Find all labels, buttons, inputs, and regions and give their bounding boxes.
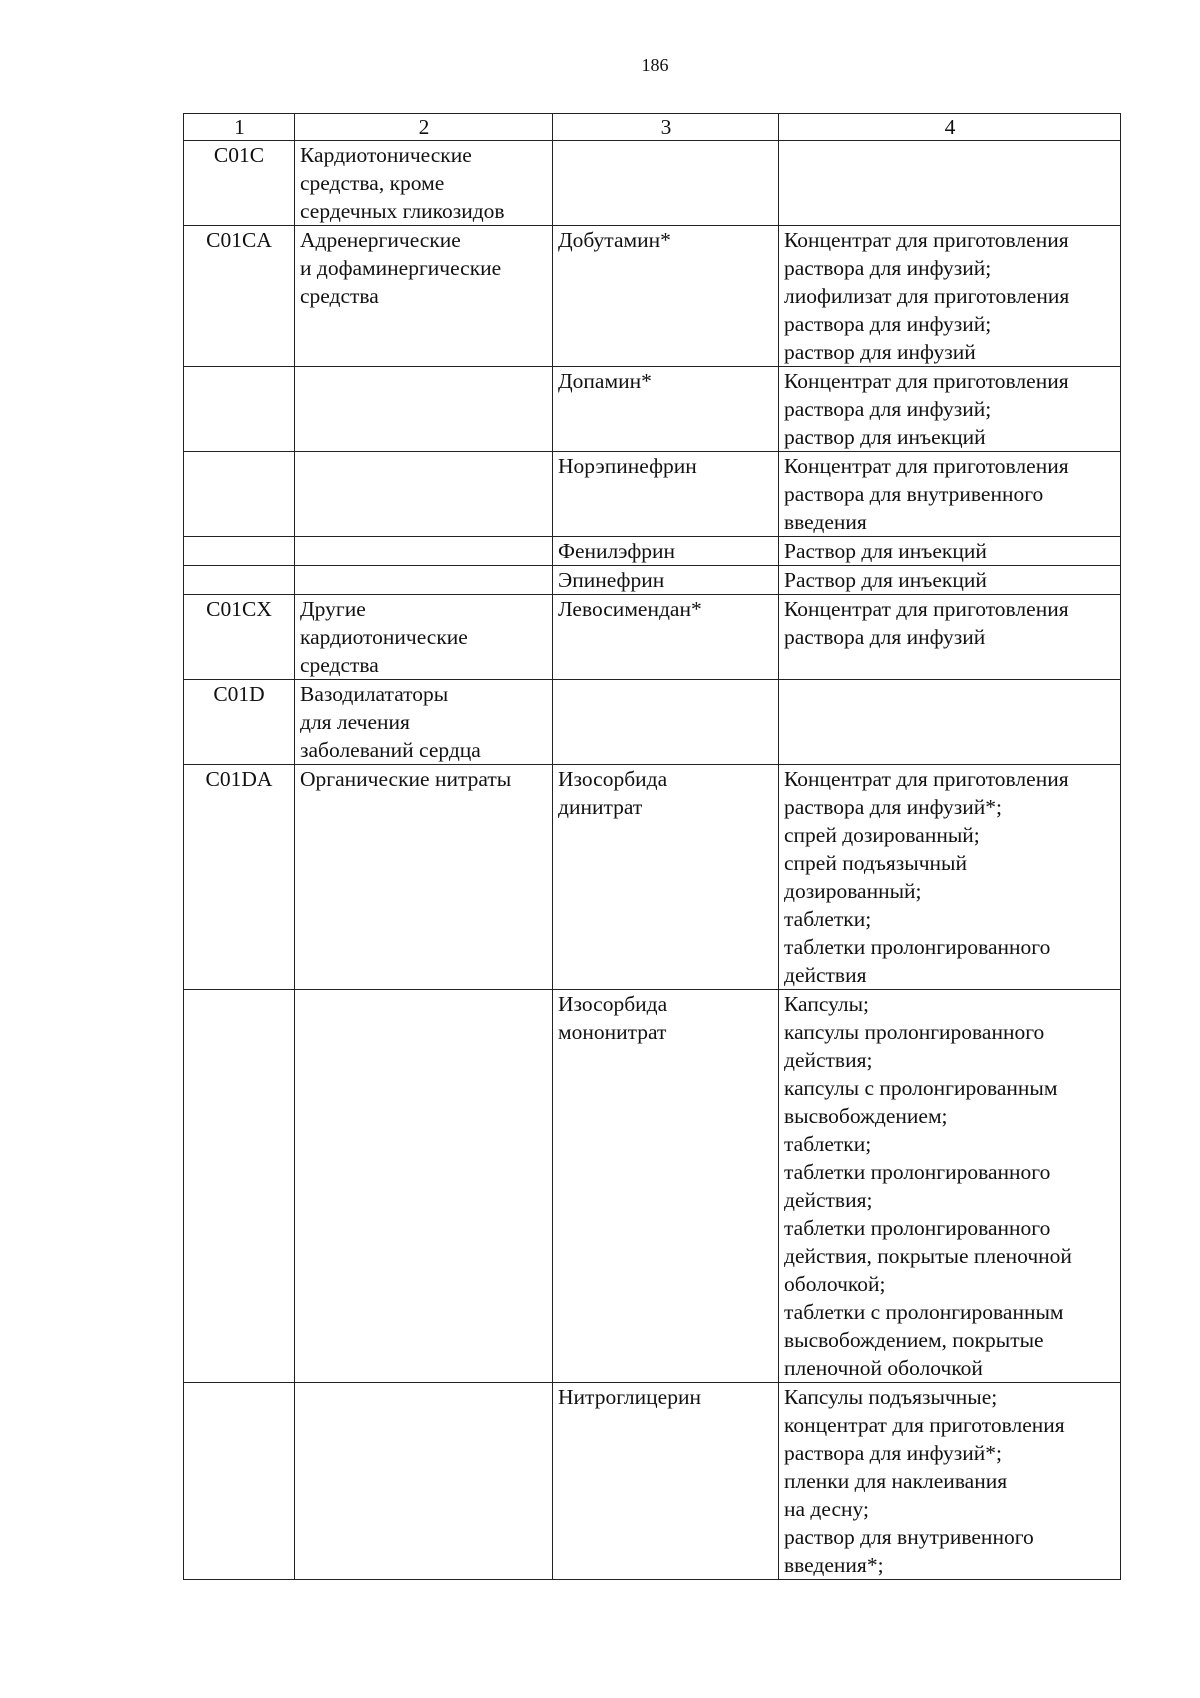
atc-code-cell (184, 367, 295, 452)
group-name-cell (295, 537, 553, 566)
drug-name-cell: Допамин* (553, 367, 779, 452)
atc-code-cell: C01CA (184, 226, 295, 367)
header-cell-3: 3 (553, 114, 779, 141)
drug-name-cell: Левосимендан* (553, 595, 779, 680)
drug-name-cell: Добутамин* (553, 226, 779, 367)
group-name-cell: Кардиотонические средства, кроме сердечных гликозидов (295, 141, 553, 226)
atc-code-cell: C01C (184, 141, 295, 226)
drug-name-cell (553, 141, 779, 226)
dosage-form-cell: Концентрат для приготовления раствора для инфузий; лиофилизат для приготовления раствора для инфузий; раствор для инфузий (779, 226, 1121, 367)
dosage-form-cell: Концентрат для приготовления раствора для инфузий (779, 595, 1121, 680)
table-row (184, 680, 1121, 765)
header-cell-4: 4 (779, 114, 1121, 141)
drug-name-cell (553, 680, 779, 765)
dosage-form-cell: Капсулы подъязычные; концентрат для приготовления раствора для инфузий*; пленки для наклеивания на десну; раствор для внутривенного введения*; (779, 1383, 1121, 1580)
atc-code-cell: C01D (184, 680, 295, 765)
group-name-cell (295, 566, 553, 595)
atc-code-cell (184, 537, 295, 566)
dosage-form-cell (779, 141, 1121, 226)
group-name-cell (295, 1383, 553, 1580)
drug-name-cell: Норэпинефрин (553, 452, 779, 537)
drug-name-cell: Фенилэфрин (553, 537, 779, 566)
group-name-cell (295, 990, 553, 1383)
table-row (184, 367, 1121, 452)
page-number: 186 (641, 55, 669, 75)
table-row (184, 226, 1121, 367)
drug-name-cell: Изосорбида мононитрат (553, 990, 779, 1383)
group-name-cell: Адренергические и дофаминергические средства (295, 226, 553, 367)
group-name-cell: Другие кардиотонические средства (295, 595, 553, 680)
atc-code-cell (184, 566, 295, 595)
table-row (184, 765, 1121, 990)
table-row (184, 566, 1121, 595)
drug-table (183, 113, 1121, 1580)
table-row (184, 452, 1121, 537)
atc-code-cell (184, 1383, 295, 1580)
group-name-cell (295, 452, 553, 537)
dosage-form-cell: Капсулы; капсулы пролонгированного действия; капсулы с пролонгированным высвобождением; таблетки; таблетки пролонгированного действия; таблетки пролонгированного действия, покрытые пленочной оболочкой; таблетки с пролонгированным высвобождением, покрытые пленочной оболочкой (779, 990, 1121, 1383)
dosage-form-cell: Концентрат для приготовления раствора для инфузий; раствор для инъекций (779, 367, 1121, 452)
table-row (184, 1383, 1121, 1580)
table-row (184, 537, 1121, 566)
table-row (184, 141, 1121, 226)
dosage-form-cell: Раствор для инъекций (779, 566, 1121, 595)
table-header-row (184, 114, 1121, 141)
drug-name-cell: Нитроглицерин (553, 1383, 779, 1580)
header-cell-2: 2 (295, 114, 553, 141)
atc-code-cell (184, 452, 295, 537)
group-name-cell (295, 367, 553, 452)
dosage-form-cell: Концентрат для приготовления раствора для инфузий*; спрей дозированный; спрей подъязычный дозированный; таблетки; таблетки пролонгированного действия (779, 765, 1121, 990)
atc-code-cell: C01DA (184, 765, 295, 990)
atc-code-cell: C01CX (184, 595, 295, 680)
group-name-cell: Органические нитраты (295, 765, 553, 990)
table-row (184, 595, 1121, 680)
dosage-form-cell (779, 680, 1121, 765)
drug-name-cell: Изосорбида динитрат (553, 765, 779, 990)
atc-code-cell (184, 990, 295, 1383)
dosage-form-cell: Концентрат для приготовления раствора для внутривенного введения (779, 452, 1121, 537)
group-name-cell: Вазодилататоры для лечения заболеваний сердца (295, 680, 553, 765)
table-row (184, 990, 1121, 1383)
drug-name-cell: Эпинефрин (553, 566, 779, 595)
dosage-form-cell: Раствор для инъекций (779, 537, 1121, 566)
header-cell-1: 1 (184, 114, 295, 141)
